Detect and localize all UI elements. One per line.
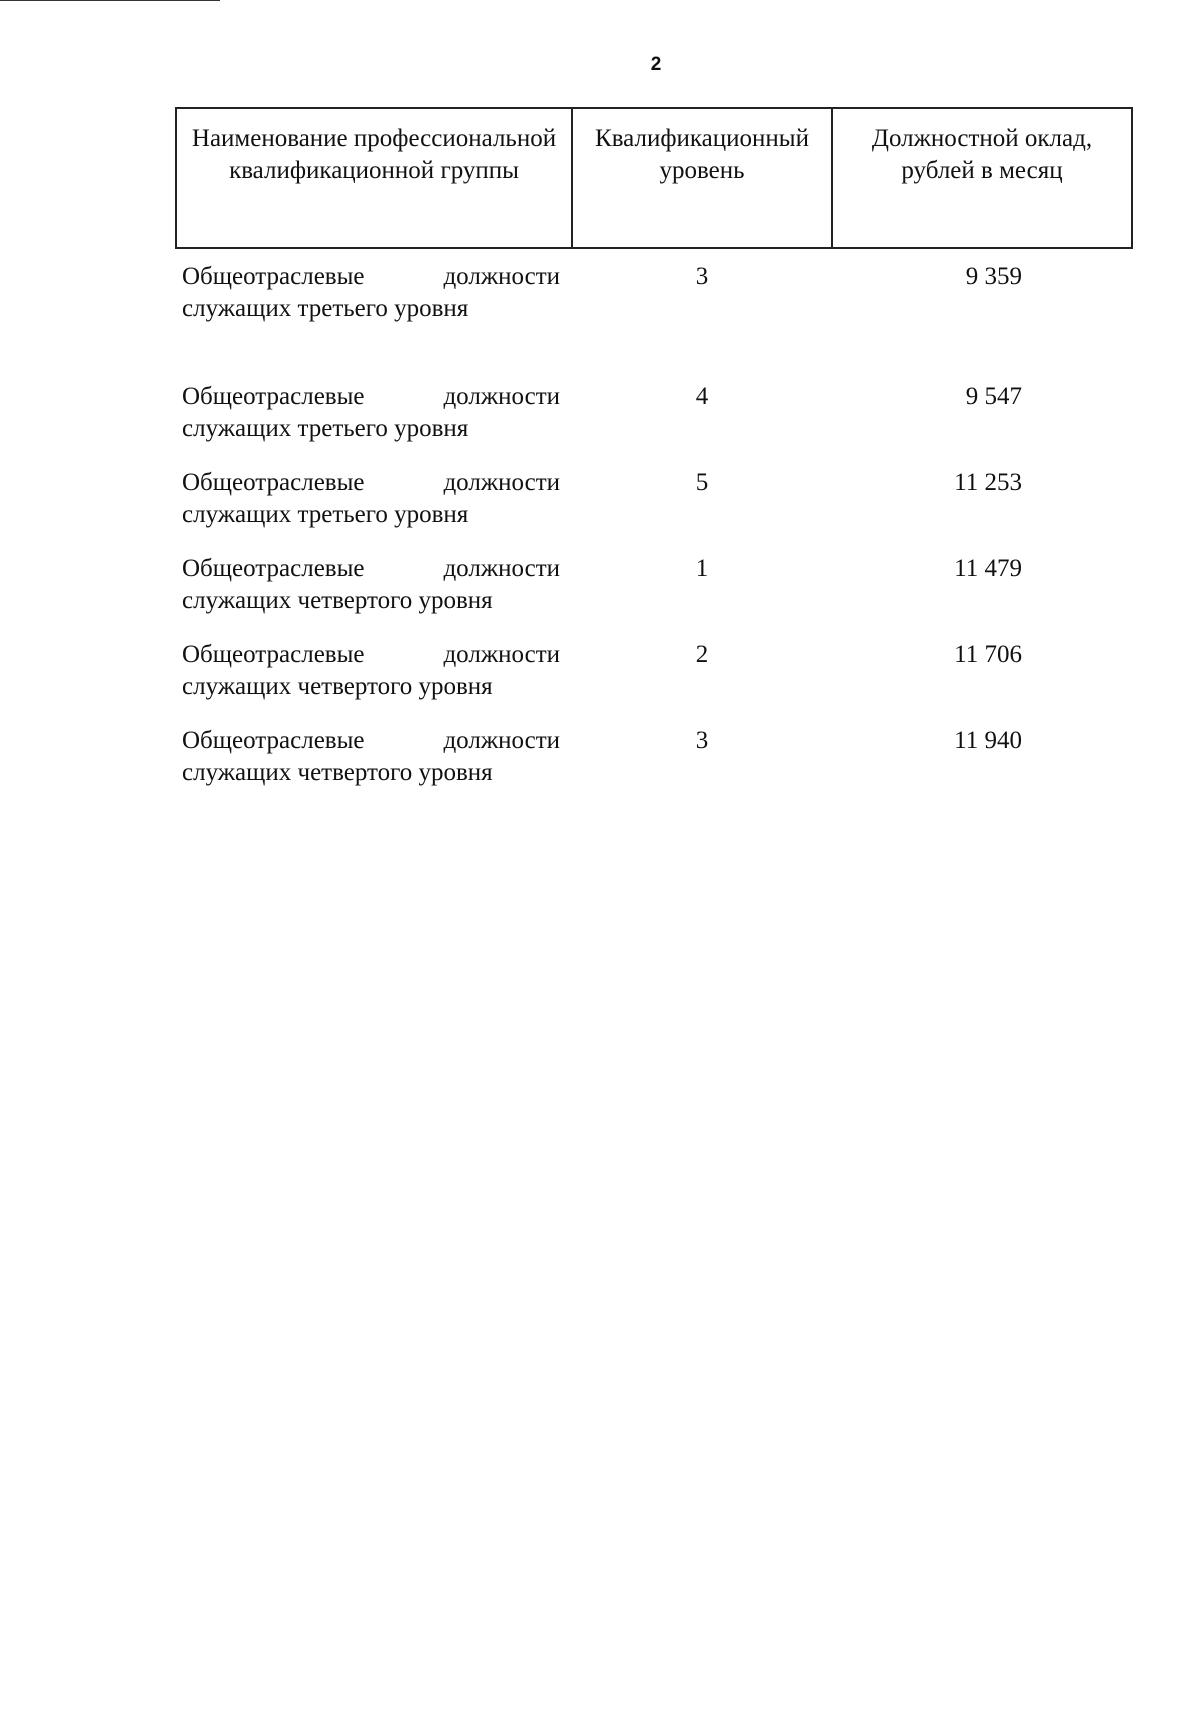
level-cell: 3 [695, 727, 709, 754]
group-name-cell: Общеотраслевые должности служащих третьего уровня [182, 263, 560, 322]
salary-cell: 11 253 [954, 469, 1022, 496]
header-group-name: Наименование профессиональной квалификационной группы [176, 108, 572, 248]
table-row [176, 369, 1132, 455]
salary-cell: 9 359 [965, 263, 1022, 290]
page-number: 2 [650, 54, 662, 75]
header-qualification-level: Квалификационный уровень [572, 108, 832, 248]
header-row [176, 108, 1132, 248]
table-row [176, 541, 1132, 627]
header-salary: Должностной оклад, рублей в месяц [832, 108, 1132, 248]
group-name-cell: Общеотраслевые должности служащих четвертого уровня [182, 641, 560, 700]
salary-cell: 9 547 [965, 383, 1022, 410]
salary-table [175, 107, 1133, 799]
group-name-cell: Общеотраслевые должности служащих третьего уровня [182, 383, 560, 442]
level-cell: 1 [695, 555, 709, 582]
group-name-cell: Общеотраслевые должности служащих третьего уровня [182, 469, 560, 528]
level-cell: 4 [695, 383, 709, 410]
table-row [176, 713, 1132, 799]
table-header [176, 108, 1132, 248]
level-cell: 5 [695, 469, 709, 496]
group-name-cell: Общеотраслевые должности служащих четвертого уровня [182, 727, 560, 786]
salary-cell: 11 706 [954, 641, 1022, 668]
group-name-cell: Общеотраслевые должности служащих четвертого уровня [182, 555, 560, 614]
salary-cell: 11 479 [954, 555, 1022, 582]
table-row [176, 248, 1132, 369]
table-row [176, 627, 1132, 713]
scan-edge-line [0, 0, 220, 1]
table-row [176, 455, 1132, 541]
salary-cell: 11 940 [954, 727, 1022, 754]
level-cell: 2 [695, 641, 709, 668]
table-body [176, 248, 1132, 799]
level-cell: 3 [695, 263, 709, 290]
